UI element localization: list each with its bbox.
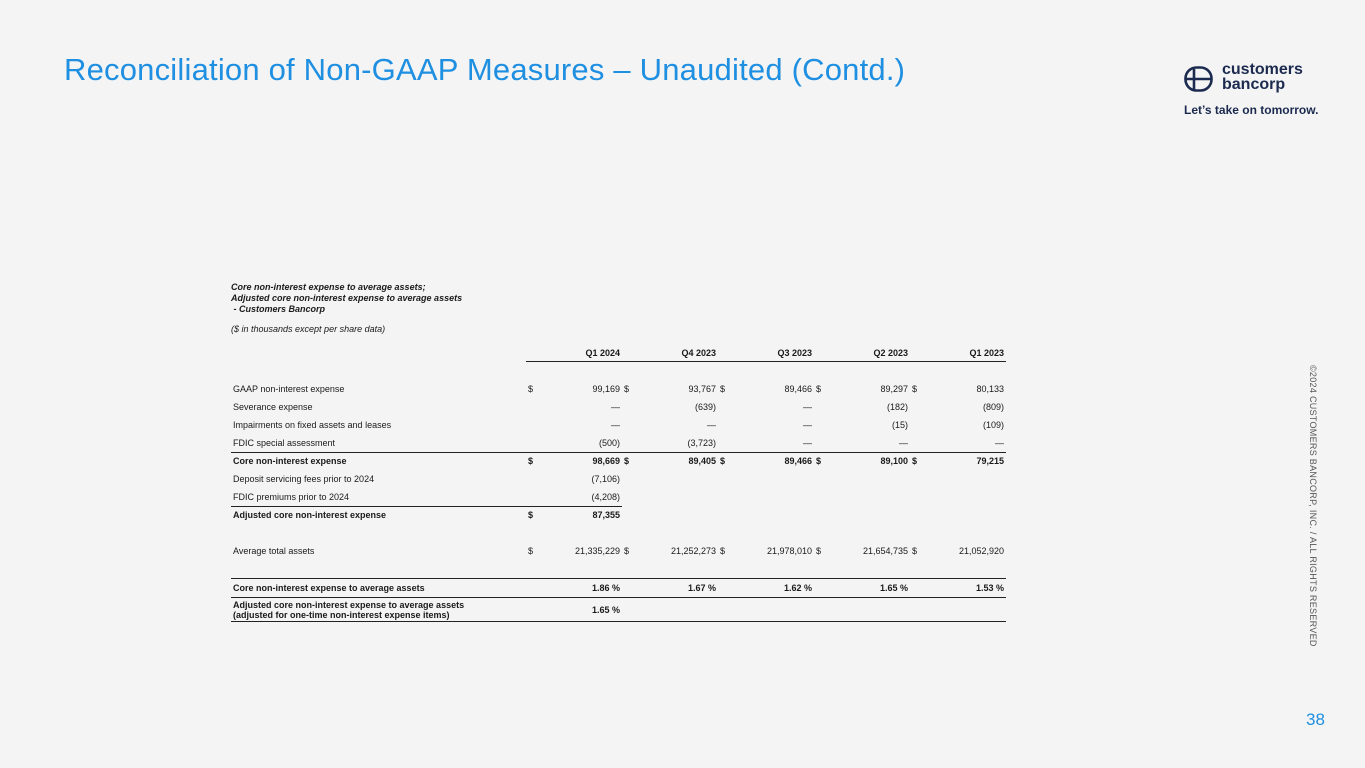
column-header: Q2 2023 xyxy=(814,345,910,362)
cell-value: 89,466 xyxy=(784,384,812,394)
cell-value: (109) xyxy=(982,420,1004,430)
cell-value: 1.65 % xyxy=(526,598,622,622)
cell-value: 21,654,735 xyxy=(862,546,908,556)
row-label: Adjusted core non-interest expense xyxy=(233,510,387,521)
row-label-line2: (adjusted for one-time non-interest expense items) xyxy=(233,609,450,620)
row-label: FDIC premiums prior to 2024 xyxy=(231,488,526,506)
cell-value: 1.67 % xyxy=(622,579,718,598)
cell-value: — xyxy=(803,420,812,430)
cell-value: — xyxy=(803,402,812,412)
cell-value: 21,052,920 xyxy=(958,546,1004,556)
row-label: Average total assets xyxy=(233,546,315,556)
cell-value: — xyxy=(611,420,620,430)
table-heading xyxy=(231,282,462,315)
row-label-line1: Adjusted core non-interest expense to average assets xyxy=(233,599,465,610)
column-header: Q4 2023 xyxy=(622,345,718,362)
cell-value: 1.62 % xyxy=(718,579,814,598)
table-row xyxy=(231,470,1006,488)
cell-value: — xyxy=(611,402,620,412)
brand-name-line2: bancorp xyxy=(1222,76,1286,93)
cell-value: 99,169 xyxy=(592,384,620,394)
cell-value: 89,405 xyxy=(688,456,716,467)
reconciliation-table xyxy=(231,345,1006,622)
column-header: Q1 2024 xyxy=(526,345,622,362)
table-heading-line2: Adjusted core non-interest expense to average assets xyxy=(231,293,463,303)
cell-value: 79,215 xyxy=(976,456,1004,467)
row-label: Severance expense xyxy=(233,402,313,412)
cell-value: (500) xyxy=(526,434,622,452)
cell-value: 98,669 xyxy=(592,456,620,467)
cell-value: (182) xyxy=(886,402,908,412)
cell-value: 1.65 % xyxy=(814,579,910,598)
row-label: FDIC special assessment xyxy=(231,434,526,452)
table-row: Adjusted core non-interest expense $ 87,355 xyxy=(231,506,1006,524)
cell-value: — xyxy=(814,434,910,452)
cell-value: 1.86 % xyxy=(526,579,622,598)
tagline: Let’s take on tomorrow. xyxy=(1184,103,1319,117)
brand-name-line1: customers xyxy=(1222,61,1303,78)
cell-value: (15) xyxy=(891,420,908,430)
table-row xyxy=(231,398,1006,416)
cell-value: 89,297 xyxy=(880,384,908,394)
copyright-notice: ©2024 CUSTOMERS BANCORP, INC. / ALL RIGHTS RESERVED xyxy=(1308,365,1318,647)
page-title: Reconciliation of Non-GAAP Measures – Unaudited (Contd.) xyxy=(64,52,906,87)
table-row: Core non-interest expense $ 98,669 $ 89,405 $ 89,466 $ 89,100 $ 79,215 xyxy=(231,452,1006,470)
cell-value: 87,355 xyxy=(592,510,620,521)
table-heading-line3: - Customers Bancorp xyxy=(231,304,326,314)
row-label xyxy=(231,598,526,622)
row-label: Deposit servicing fees prior to 2024 xyxy=(233,474,375,484)
cell-value: 80,133 xyxy=(976,384,1004,394)
brand-logo xyxy=(1184,62,1344,96)
cell-value: 21,335,229 xyxy=(574,546,620,556)
cell-value: — xyxy=(718,434,814,452)
cell-value: (3,723) xyxy=(622,434,718,452)
row-label: Core non-interest expense to average assets xyxy=(231,579,526,598)
cell-value: 89,466 xyxy=(784,456,812,467)
table-units: ($ in thousands except per share data) xyxy=(231,324,386,334)
table-row: Average total assets $ 21,335,229 $ 21,252,273 $ 21,978,010 $ 21,654,735 $ 21,052,920 xyxy=(231,542,1006,560)
cell-value: — xyxy=(707,420,716,430)
row-label: Impairments on fixed assets and leases xyxy=(233,420,392,430)
cell-value: (809) xyxy=(982,402,1004,412)
cell-value: 21,252,273 xyxy=(670,546,716,556)
cell-value: 89,100 xyxy=(880,456,908,467)
row-label: GAAP non-interest expense xyxy=(233,384,345,394)
cell-value: (7,106) xyxy=(591,474,620,484)
table-row xyxy=(231,598,1006,622)
column-header: Q3 2023 xyxy=(718,345,814,362)
cell-value: 93,767 xyxy=(688,384,716,394)
table-row xyxy=(231,488,1006,506)
table-heading-line1: Core non-interest expense to average assets; xyxy=(231,282,426,292)
table-header-row xyxy=(231,345,1006,362)
column-header: Q1 2023 xyxy=(910,345,1006,362)
brand-name xyxy=(1222,62,1342,92)
cell-value: 1.53 % xyxy=(910,579,1006,598)
table-row xyxy=(231,434,1006,452)
page-number: 38 xyxy=(1306,710,1325,729)
cell-value: 21,978,010 xyxy=(766,546,812,556)
cell-value: — xyxy=(910,434,1006,452)
customers-bancorp-logo-icon xyxy=(1184,66,1213,92)
cell-value: (4,208) xyxy=(526,488,622,506)
table-row xyxy=(231,579,1006,598)
table-row xyxy=(231,416,1006,434)
cell-value: (639) xyxy=(694,402,716,412)
table-row: GAAP non-interest expense $ 99,169 $ 93,767 $ 89,466 $ 89,297 $ 80,133 xyxy=(231,380,1006,398)
row-label: Core non-interest expense xyxy=(233,456,347,467)
